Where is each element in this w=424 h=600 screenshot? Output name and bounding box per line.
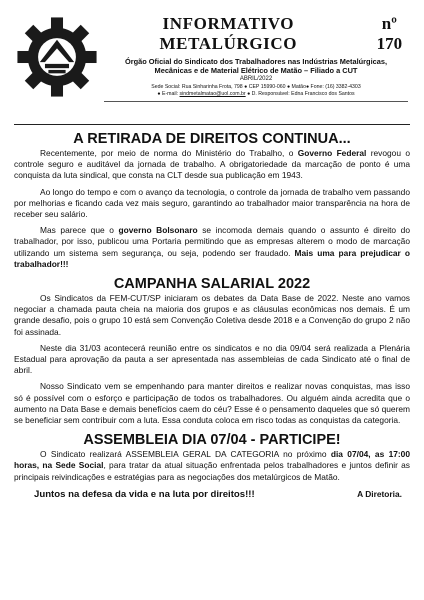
masthead — [14, 12, 410, 125]
section-heading: ASSEMBLEIA DIA 07/04 - PARTICIPE! — [83, 432, 341, 449]
section-assembleia — [14, 432, 410, 483]
section-direitos — [14, 131, 410, 270]
paragraph: Os Sindicatos da FEM-CUT/SP iniciaram os debates da Data Base de 2022. Neste ano vamos negociar a chamada pauta cheia na maioria dos grupos e as cláusulas econômicas nos demais. É um grande desafio, pois o grupo 10 está sem Convenção Coletiva desde 2018 e a Convenção do grupo 2 não foi assinada. — [14, 293, 410, 337]
signature: A Diretoria. — [357, 488, 402, 499]
paragraph: Neste dia 31/03 acontecerá reunião entre os sindicatos e no dia 09/04 será realizada a Plenária Estadual para aprovação da pauta a ser apresentada nas assembleias de cada Sindicato até o final de abril. — [14, 342, 410, 376]
footer — [14, 489, 410, 500]
newsletter-title: INFORMATIVO METALÚRGICO — [159, 14, 298, 53]
header-divider — [104, 101, 408, 102]
paragraph: O Sindicato realizará ASSEMBLEIA GERAL DA CATEGORIA no próximo dia 07/04, as 17:00 horas, na Sede Social, para tratar da atual situação enfrentada pelos trabalhadores e juntos definir as principais reivindicações e estratégias para as negociações dos metalúrgicos de Matão. — [14, 449, 410, 482]
subtitle-line-1: Órgão Oficial do Sindicato dos Trabalhadores nas Indústrias Metalúrgicas, — [124, 57, 388, 66]
section-heading: A RETIRADA DE DIREITOS CONTINUA... — [73, 131, 351, 147]
subtitle — [102, 57, 410, 75]
masthead-text — [102, 12, 410, 102]
edition-date: ABRIL/2022 — [239, 76, 273, 82]
subtitle-line-2: Mecânicas e de Material Elétrico de Matão – Filiado a CUT — [154, 66, 358, 75]
contact-line-2 — [102, 91, 410, 98]
responsible-text: ● D. Responsável: Edna Francisco dos Santos — [245, 91, 355, 98]
motto: Juntos na defesa da vida e na luta por direitos!!! — [34, 488, 255, 500]
contact-info — [102, 84, 410, 98]
paragraph: Nosso Sindicato vem se empenhando para manter direitos e realizar novas conquistas, mas isso só é possível com o esforço e participação de todos os trabalhadores. Ou alguém ainda acredita que o aumento na Data Base e demais benefícios caem do céu? Esse é o pensamento daqueles que só querem se beneficiar sem contribuir com a luta. Essa conduta coloca em risco todas as conquistas da categoria. — [14, 381, 410, 426]
gear-logo-icon — [14, 14, 100, 100]
paragraph: Recentemente, por meio de norma do Ministério do Trabalho, o Governo Federal revogou o controle seguro e auditável da jornada de trabalho. A obrigatoriedade da marcação de ponto é uma conquista da luta sindical, que consta na CLT desde sua publicação em 1943. — [14, 148, 411, 181]
issue-number: nº 170 — [376, 14, 403, 53]
paragraph: Ao longo do tempo e com o avanço da tecnologia, o controle da jornada de trabalho vem passando por melhorias e ficando cada vez mais seguro, garantindo ao trabalhador maior transparência na hora de receber seu salário. — [14, 186, 410, 220]
paragraph: Mas parece que o governo Bolsonaro se incomoda demais quando o assunto é direito do trabalhador, por isso, publicou uma Portaria permitindo que as empresas alterem o modo de marcação utilizando um sistema sem segurança, ou seja, podendo ser fraudado. Mais uma para prejudicar o trabalhador!!! — [14, 225, 410, 269]
address-line: Sede Social: Rua Sinharinha Frota, 798 ● CEP 15990-060 ● Matão● Fone: (16) 3382-4303 — [151, 84, 361, 90]
section-campanha — [14, 276, 410, 426]
section-heading: CAMPANHA SALARIAL 2022 — [113, 276, 311, 293]
email-link[interactable]: sindmetalmatao@uol.com.br — [179, 91, 246, 98]
newsletter-page — [14, 12, 410, 590]
title-row — [102, 14, 410, 54]
email-prefix: ● E-mail: — [157, 91, 180, 98]
